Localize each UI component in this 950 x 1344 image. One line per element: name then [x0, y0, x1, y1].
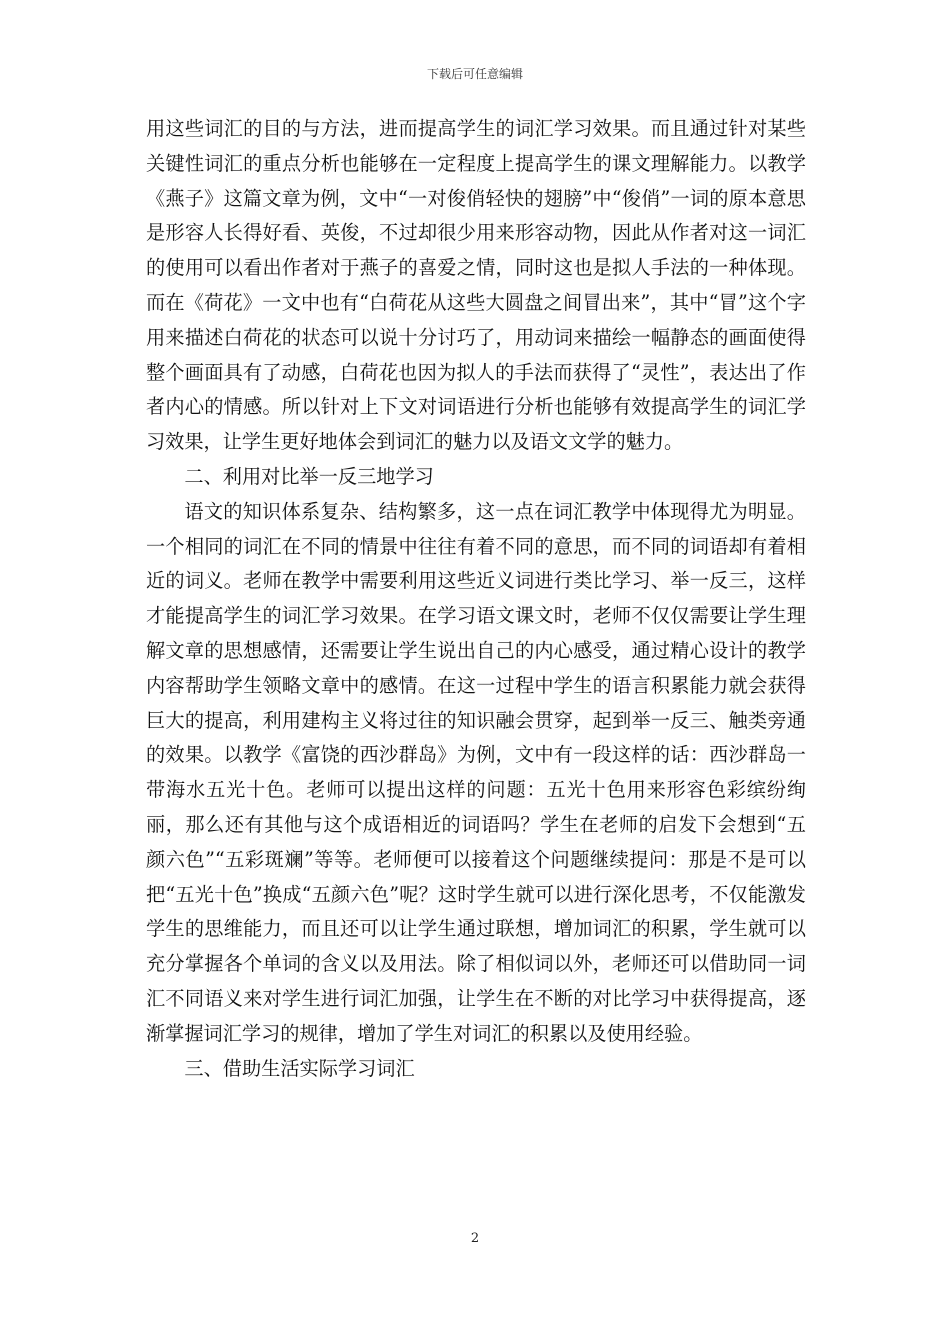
- page-header: 下载后可任意编辑: [426, 67, 523, 81]
- paragraph-body: 语文的知识体系复杂、结构繁多，这一点在词汇教学中体现得尤为明显。一个相同的词汇在不同的情景中往往有着不同的意思，而不同的词语却有着相近的词义。老师在教学中需要利用这些近义词进行类比学习、举一反三，这样才能提高学生的词汇学习效果。在学习语文课文时，老师不仅仅需要让学生理解文章的思想感情，还需要让学生说出自己的内心感受，通过精心设计的教学内容帮助学生领略文章中的感情。在这一过程中学生的语言积累能力就会获得巨大的提高，利用建构主义将过往的知识融会贯穿，起到举一反三、触类旁通的效果。以教学《富饶的西沙群岛》为例，文中有一段这样的话：西沙群岛一带海水五光十色。老师可以提出这样的问题：五光十色用来形容色彩缤纷绚丽，那么还有其他与这个成语相近的词语吗？学生在老师的启发下会想到“五颜六色”“五彩斑斓”等等。老师便可以接着这个问题继续提问：那是不是可以把“五光十色”换成“五颜六色”呢？这时学生就可以进行深化思考，不仅能激发学生的思维能力，而且还可以让学生通过联想，增加词汇的积累，学生就可以充分掌握各个单词的含义以及用法。除了相似词以外，老师还可以借助同一词汇不同语义来对学生进行词汇加强，让学生在不断的对比学习中获得提高，逐渐掌握词汇学习的规律，增加了学生对词汇的积累以及使用经验。: [146, 499, 806, 1045]
- document-body: [146, 112, 806, 1086]
- section-heading-3: 三、借助生活实际学习词汇: [184, 1056, 415, 1080]
- section-heading-2: 二、利用对比举一反三地学习: [184, 464, 434, 488]
- paragraph-continued: 用这些词汇的目的与方法，进而提高学生的词汇学习效果。而且通过针对某些关键性词汇的重点分析也能够在一定程度上提高学生的课文理解能力。以教学《燕子》这篇文章为例，文中“一对俊俏轻快的翅膀”中“俊俏”一词的原本意思是形容人长得好看、英俊，不过却很少用来形容动物，因此从作者对这一词汇的使用可以看出作者对于燕子的喜爱之情，同时这也是拟人手法的一种体现。而在《荷花》一文中也有“白荷花从这些大圆盘之间冒出来”，其中“冒”这个字用来描述白荷花的状态可以说十分讨巧了，用动词来描绘一幅静态的画面使得整个画面具有了动感，白荷花也因为拟人的手法而获得了“灵性”，表达出了作者内心的情感。所以针对上下文对词语进行分析也能够有效提高学生的词汇学习效果，让学生更好地体会到词汇的魅力以及语文文学的魅力。: [146, 117, 806, 454]
- page-number: 2: [470, 1231, 480, 1246]
